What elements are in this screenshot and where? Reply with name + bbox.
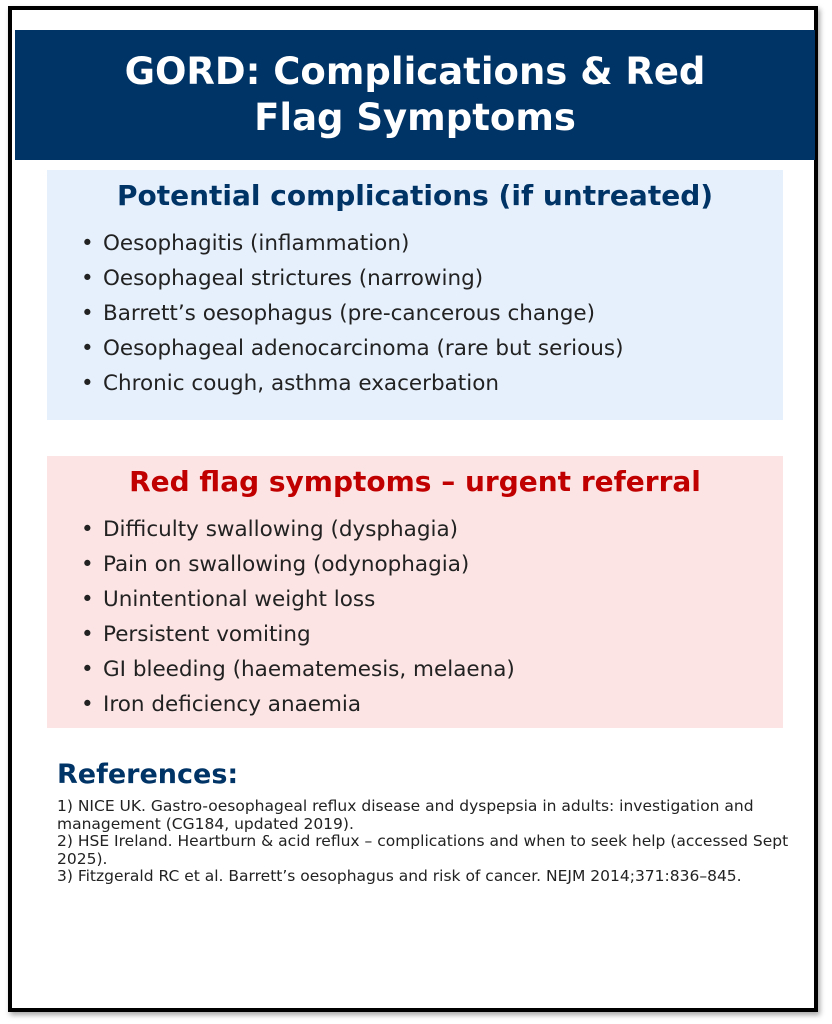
bullet-icon: •	[81, 371, 94, 396]
list-item-text: Oesophagitis (inflammation)	[103, 231, 410, 256]
references-heading: References:	[57, 759, 239, 790]
list-item-text: GI bleeding (haematemesis, melaena)	[103, 657, 515, 682]
list-item	[81, 261, 783, 296]
list-item-text: Difficulty swallowing (dysphagia)	[103, 517, 459, 542]
list-item-text: Oesophageal adenocarcinoma (rare but serious)	[103, 336, 624, 361]
bullet-icon: •	[81, 301, 94, 326]
list-item	[81, 687, 783, 722]
references-section	[57, 758, 797, 886]
list-item	[81, 582, 783, 617]
list-item	[81, 366, 783, 401]
bullet-icon: •	[81, 266, 94, 291]
list-item-text: Unintentional weight loss	[103, 587, 376, 612]
list-item-text: Chronic cough, asthma exacerbation	[103, 371, 499, 396]
list-item	[81, 652, 783, 687]
list-item	[81, 226, 783, 261]
reference-item: 1) NICE UK. Gastro-oesophageal reflux disease and dyspepsia in adults: investigation and management (CG184, updated 2019).	[57, 797, 754, 833]
list-item-text: Barrett’s oesophagus (pre-cancerous change)	[103, 301, 595, 326]
list-item-text: Oesophageal strictures (narrowing)	[103, 266, 484, 291]
bullet-icon: •	[81, 587, 94, 612]
complications-list	[47, 226, 783, 401]
bullet-icon: •	[81, 517, 94, 542]
list-item-text: Iron deficiency anaemia	[103, 692, 362, 717]
list-item	[81, 547, 783, 582]
list-item-text: Pain on swallowing (odynophagia)	[103, 552, 470, 577]
list-item	[81, 617, 783, 652]
bullet-icon: •	[81, 552, 94, 577]
complications-heading: Potential complications (if untreated)	[116, 179, 714, 212]
reference-item: 3) Fitzgerald RC et al. Barrett’s oesophagus and risk of cancer. NEJM 2014;371:836–845.	[57, 867, 742, 885]
red-flags-panel	[47, 456, 783, 728]
reference-item: 2) HSE Ireland. Heartburn & acid reflux – complications and when to seek help (accessed Sept 2025).	[57, 832, 789, 868]
infographic-frame	[8, 6, 818, 1012]
bullet-icon: •	[81, 622, 94, 647]
list-item	[81, 296, 783, 331]
red-flags-list	[47, 512, 783, 722]
list-item	[81, 512, 783, 547]
bullet-icon: •	[81, 657, 94, 682]
bullet-icon: •	[81, 231, 94, 256]
bullet-icon: •	[81, 692, 94, 717]
red-flags-heading: Red flag symptoms – urgent referral	[129, 465, 701, 498]
list-item	[81, 331, 783, 366]
complications-panel	[47, 170, 783, 420]
bullet-icon: •	[81, 336, 94, 361]
title-banner	[15, 30, 815, 160]
page-title: GORD: Complications & Red Flag Symptoms	[124, 50, 706, 139]
list-item-text: Persistent vomiting	[103, 622, 311, 647]
